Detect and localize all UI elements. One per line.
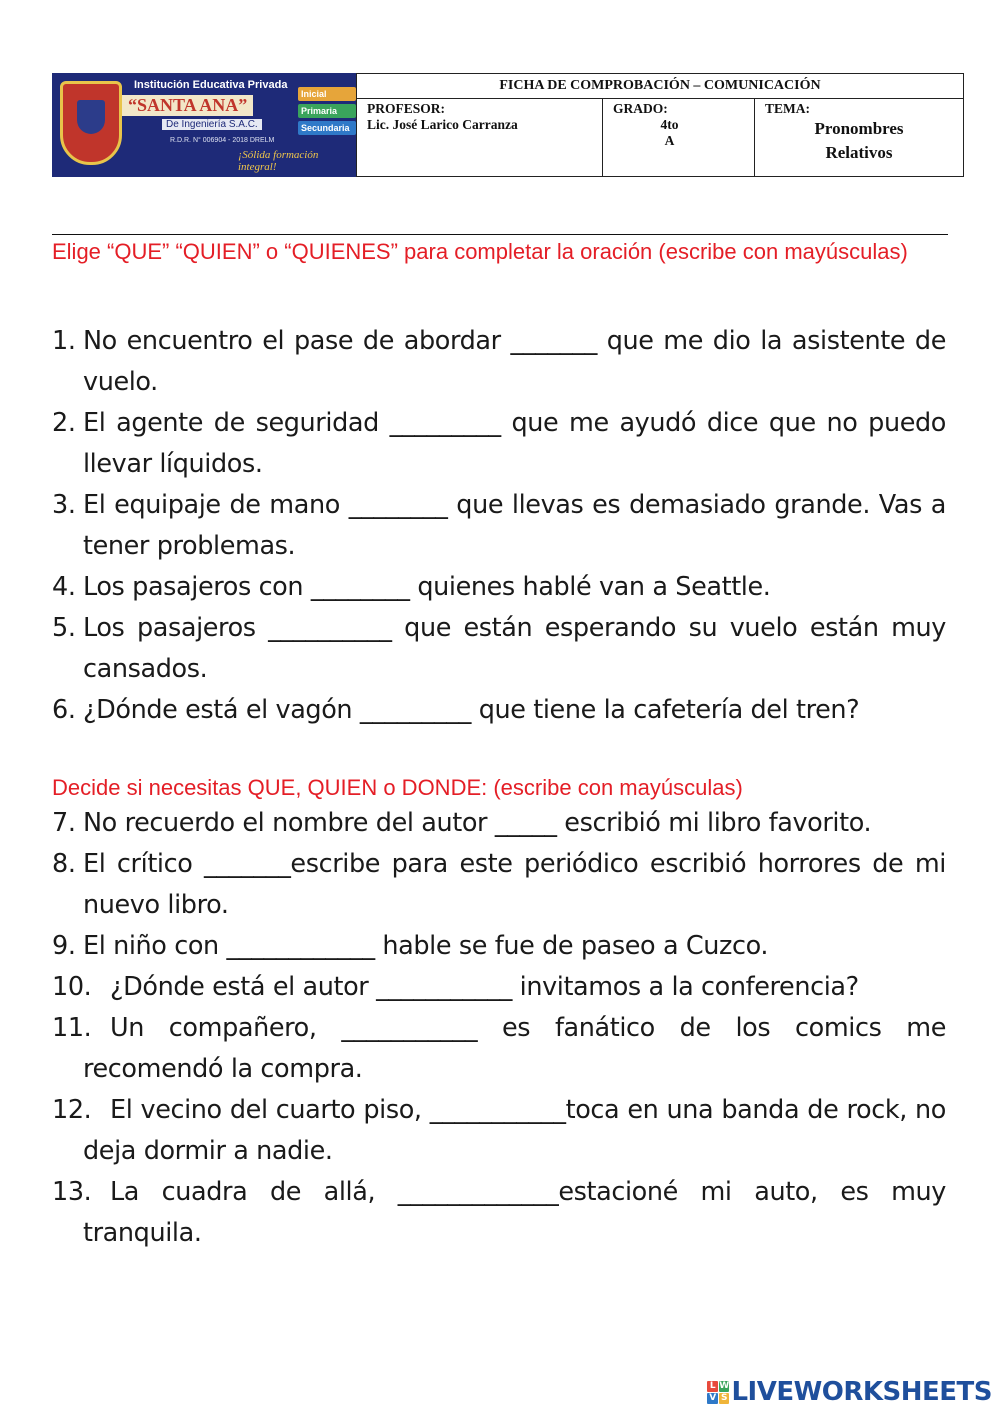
question-number: 1. (52, 326, 76, 356)
logo-slogan: ¡Sólida formación integral! (238, 149, 319, 173)
question-number: 9. (52, 931, 76, 961)
tema-value-line2: Relativos (825, 143, 893, 162)
level-inicial: Inicial (298, 87, 356, 101)
section1-questions (52, 321, 946, 731)
seccion-value: A (664, 133, 675, 148)
grado-cell (603, 99, 755, 176)
profesor-cell (357, 99, 603, 176)
logo-letter-v: V (709, 1393, 717, 1403)
question-4 (52, 567, 946, 608)
question-9 (52, 926, 946, 967)
question-12 (52, 1090, 946, 1172)
section2-questions (52, 803, 946, 1254)
question-text: Un compañero, ___________ es fanático de los comics me recomendó la compra. (83, 1013, 946, 1084)
logo-registration: R.D.R. N° 006904 - 2018 DRELM (170, 137, 275, 144)
tema-cell (755, 99, 963, 176)
question-13 (52, 1172, 946, 1254)
header-info-table (356, 73, 964, 177)
question-number: 8. (52, 849, 76, 879)
question-number: 4. (52, 572, 76, 602)
level-secundaria: Secundaria (298, 121, 356, 135)
question-text: Los pasajeros __________ que están esperando su vuelo están muy cansados. (83, 613, 946, 684)
question-6 (52, 690, 946, 731)
question-number: 12. (52, 1095, 92, 1125)
question-text: El agente de seguridad _________ que me ayudó dice que no puedo llevar líquidos. (83, 408, 946, 479)
school-logo (52, 73, 356, 177)
school-crest-icon (60, 81, 122, 165)
section2-instruction: Decide si necesitas QUE, QUIEN o DONDE: (escribe con mayúsculas) (52, 775, 743, 800)
logo-levels (298, 87, 356, 138)
question-number: 13. (52, 1177, 92, 1207)
question-text: No encuentro el pase de abordar _______ que me dio la asistente de vuelo. (83, 326, 946, 397)
question-3 (52, 485, 946, 567)
question-11 (52, 1008, 946, 1090)
level-primaria: Primaria (298, 104, 356, 118)
question-number: 5. (52, 613, 76, 643)
logo-name: “SANTA ANA” (122, 95, 253, 116)
tema-value-line1: Pronombres (814, 119, 904, 138)
question-number: 11. (52, 1013, 92, 1043)
liveworksheets-logo-icon (707, 1381, 729, 1403)
question-8 (52, 844, 946, 926)
question-text: ¿Dónde está el vagón _________ que tiene la cafetería del tren? (83, 695, 860, 725)
section-divider (52, 234, 948, 235)
question-number: 2. (52, 408, 76, 438)
question-text: Los pasajeros con ________ quienes hablé van a Seattle. (83, 572, 771, 602)
profesor-value: Lic. José Larico Carranza (367, 117, 518, 132)
liveworksheets-watermark (707, 1377, 992, 1407)
question-1 (52, 321, 946, 403)
question-text: ¿Dónde está el autor ___________ invitamos a la conferencia? (110, 972, 859, 1002)
grado-label: GRADO: (613, 101, 668, 116)
logo-letter-w: W (719, 1381, 730, 1391)
question-2 (52, 403, 946, 485)
question-7 (52, 803, 946, 844)
question-number: 6. (52, 695, 76, 725)
question-number: 7. (52, 808, 76, 838)
logo-letter-l: L (707, 1381, 718, 1392)
logo-letter-s: S (719, 1393, 730, 1404)
tema-label: TEMA: (765, 101, 810, 116)
question-text: El crítico _______escribe para este periódico escribió horrores de mi nuevo libro. (83, 849, 946, 920)
question-text: La cuadra de allá, _____________estacioné mi auto, es muy tranquila. (83, 1177, 946, 1248)
logo-subtitle: De Ingeniería S.A.C. (162, 119, 262, 130)
question-10 (52, 967, 946, 1008)
liveworksheets-brand: LIVEWORKSHEETS (731, 1377, 992, 1407)
question-number: 3. (52, 490, 76, 520)
worksheet-header (52, 73, 964, 177)
grado-value: 4to (660, 117, 679, 132)
question-text: El niño con ____________ hable se fue de paseo a Cuzco. (83, 931, 769, 961)
logo-institution: Institución Educativa Privada (134, 79, 288, 91)
profesor-label: PROFESOR: (367, 101, 446, 116)
question-5 (52, 608, 946, 690)
section1-instruction: Elige “QUE” “QUIEN” o “QUIENES” para completar la oración (escribe con mayúsculas) (52, 239, 908, 264)
question-number: 10. (52, 972, 92, 1002)
question-text: No recuerdo el nombre del autor _____ escribió mi libro favorito. (83, 808, 872, 838)
header-info-row (357, 99, 963, 176)
question-text: El equipaje de mano ________ que llevas es demasiado grande. Vas a tener problemas. (83, 490, 946, 561)
question-text: El vecino del cuarto piso, ___________toca en una banda de rock, no deja dormir a nadie. (83, 1095, 946, 1166)
worksheet-title: FICHA DE COMPROBACIÓN – COMUNICACIÓN (357, 74, 963, 99)
